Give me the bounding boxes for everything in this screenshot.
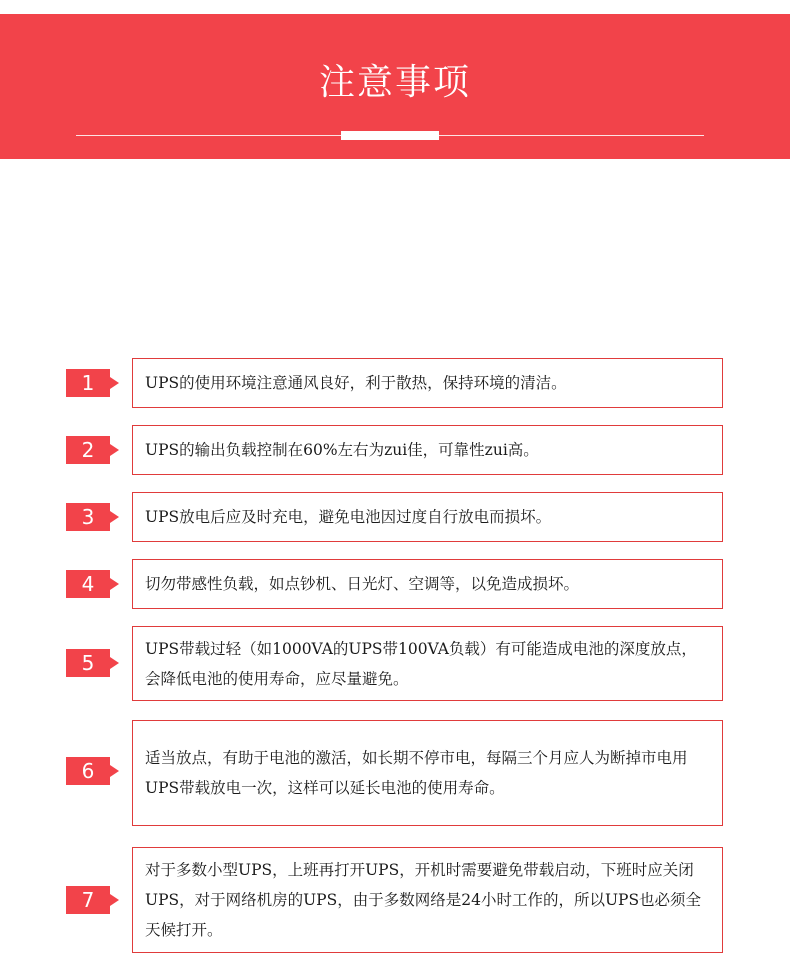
number-label: 1 xyxy=(66,369,110,397)
notice-text: UPS的使用环境注意通风良好，利于散热，保持环境的清洁。 xyxy=(145,374,567,392)
arrow-right-icon xyxy=(110,444,119,456)
number-badge-3 xyxy=(66,503,119,531)
notice-text: 适当放点，有助于电池的激活，如长期不停市电，每隔三个月应人为断掉市电用UPS带载放电一次，这样可以延长电池的使用寿命。 xyxy=(145,749,688,797)
arrow-right-icon xyxy=(110,765,119,777)
number-label: 3 xyxy=(66,503,110,531)
notice-text-box xyxy=(132,358,723,408)
notice-text-box xyxy=(132,492,723,542)
notice-text-box xyxy=(132,425,723,475)
arrow-right-icon xyxy=(110,578,119,590)
page-title: 注意事项 xyxy=(318,62,471,103)
number-badge-6 xyxy=(66,757,119,785)
notice-text: UPS带载过轻（如1000VA的UPS带100VA负载）有可能造成电池的深度放点，会降低电池的使用寿命，应尽量避免。 xyxy=(145,639,697,688)
notice-text-box xyxy=(132,720,723,826)
number-badge-1 xyxy=(66,369,119,397)
number-label: 5 xyxy=(66,649,110,677)
number-badge-7 xyxy=(66,886,119,914)
notice-text: UPS放电后应及时充电，避免电池因过度自行放电而损坏。 xyxy=(145,508,552,526)
notice-text: UPS的输出负载控制在60%左右为zui佳，可靠性zui高。 xyxy=(145,441,539,459)
header-banner xyxy=(0,14,790,159)
number-badge-5 xyxy=(66,649,119,677)
number-badge-2 xyxy=(66,436,119,464)
notice-text: 切勿带感性负载，如点钞机、日光灯、空调等，以免造成损坏。 xyxy=(145,575,580,593)
number-label: 7 xyxy=(66,886,110,914)
arrow-right-icon xyxy=(110,894,119,906)
arrow-right-icon xyxy=(110,377,119,389)
notice-text-box xyxy=(132,626,723,701)
title-divider-bar xyxy=(341,131,439,140)
number-label: 6 xyxy=(66,757,110,785)
notice-text: 对于多数小型UPS，上班再打开UPS，开机时需要避免带载启动，下班时应关闭UPS，对于网络机房的UPS，由于多数网络是24小时工作的，所以UPS也必须全天候打开。 xyxy=(145,861,702,939)
notice-text-box xyxy=(132,559,723,609)
notice-text-box xyxy=(132,847,723,953)
arrow-right-icon xyxy=(110,511,119,523)
number-badge-4 xyxy=(66,570,119,598)
top-margin xyxy=(0,0,790,14)
number-label: 2 xyxy=(66,436,110,464)
arrow-right-icon xyxy=(110,657,119,669)
number-label: 4 xyxy=(66,570,110,598)
